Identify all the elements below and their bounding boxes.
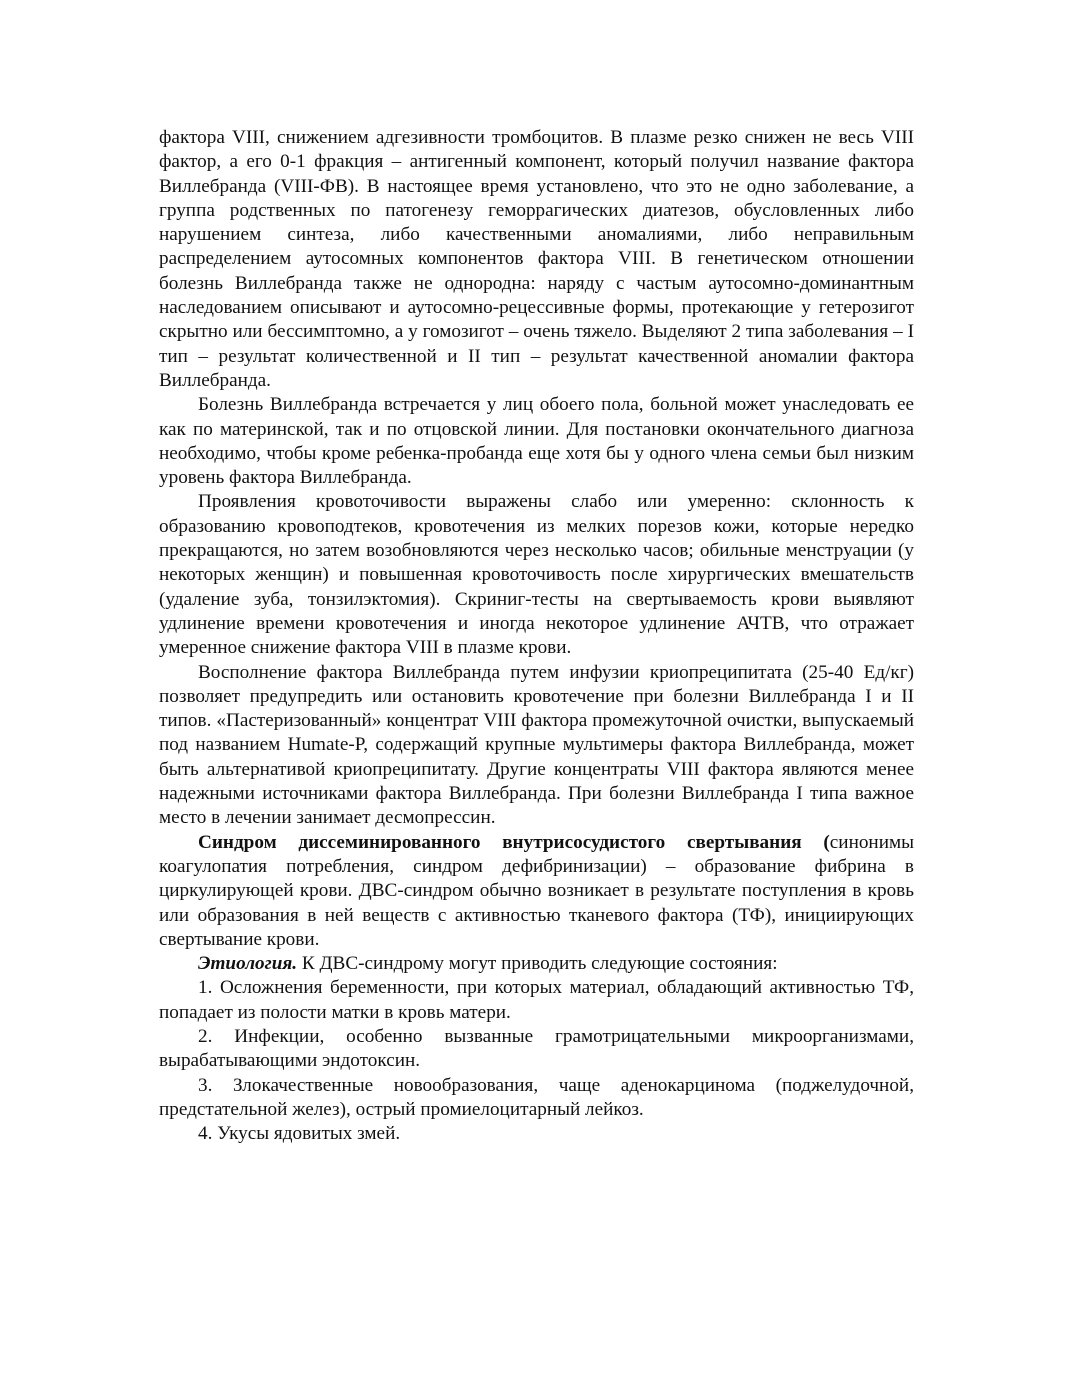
paragraph-dic-definition bbox=[159, 831, 914, 952]
list-item: 4. Укусы ядовитых змей. bbox=[198, 1123, 401, 1145]
paragraph-von-willebrand-intro: фактора VIII, снижением адгезивности тромбоцитов. В плазме резко снижен не весь VIII фактор, а его 0-1 фракция – антигенный компонент, который получил название фактора Виллебранда (VIII-ФВ). В настоящее время установлено, что это не одно заболевание, а группа родственных по патогенезу геморрагических диатезов, обусловленных либо нарушением синтеза, либо качественными аномалиями, либо неправильным распределением аутосомных компонентов фактора VIII. В генетическом отношении болезнь Виллебранда также не однородна: наряду с частым аутосомно-доминантным наследованием описывают и аутосомно-рецессивные формы, протекающие у гетерозигот скрытно или бессимптомно, а у гомозигот – очень тяжело. Выделяют 2 типа заболевания – I тип – результат количественной и II тип – результат качественной аномалии фактора Виллебранда. bbox=[159, 127, 914, 391]
list-item: 1. Осложнения беременности, при которых материал, обладающий активностью ТФ, попадает из полости матки в кровь матери. bbox=[159, 977, 914, 1023]
dic-heading: Синдром диссеминированного внутрисосудистого свертывания ( bbox=[198, 831, 830, 853]
list-item: 2. Инфекции, особенно вызванные грамотрицательными микроорганизмами, вырабатывающими эндотоксин. bbox=[159, 1025, 914, 1072]
dic-definition-text: синонимы коагулопатия потребления, синдром дефибринизации) – образование фибрина в циркулирующей крови. ДВС-синдром обычно возникает в результате поступления в кровь или образования в ней веществ с активностью тканевого фактора (ТФ), инициирующих свертывание крови. bbox=[159, 831, 914, 950]
list-item: 3. Злокачественные новообразования, чаще аденокарцинома (поджелудочной, предстательной желез), острый промиелоцитарный лейкоз. bbox=[159, 1074, 914, 1120]
paragraph-bleeding-symptoms: Проявления кровоточивости выражены слабо или умеренно: склонность к образованию кровоподтеков, кровотечения из мелких порезов кожи, которые нередко прекращаются, но затем возобновляются через несколько часов; обильные менструации (у некоторых женщин) и повышенная кровоточивость после хирургических вмешательств (удаление зуба, тонзилэктомия). Скриниг-тесты на свертываемость крови выявляют удлинение времени кровотечения и иногда некоторое удлинение АЧТВ, что отражает умеренное снижение фактора VIII в плазме крови. bbox=[159, 491, 914, 659]
etiology-text: К ДВС-синдрому могут приводить следующие состояния: bbox=[297, 953, 778, 975]
etiology-heading: Этиология. bbox=[198, 953, 298, 975]
paragraph-etiology bbox=[159, 952, 914, 976]
paragraph-inheritance: Болезнь Виллебранда встречается у лиц обоего пола, больной может унаследовать ее как по материнской, так и по отцовской линии. Для постановки окончательного диагноза необходимо, чтобы кроме ребенка-пробанда еще хотя бы у одного члена семьи был низким уровень фактора Виллебранда. bbox=[159, 394, 914, 489]
document-page bbox=[159, 126, 914, 1146]
paragraph-treatment: Восполнение фактора Виллебранда путем инфузии криопреципитата (25-40 Ед/кг) позволяет предупредить или остановить кровотечение при болезни Виллебранда I и II типов. «Пастеризованный» концентрат VIII фактора промежуточной очистки, выпускаемый под названием Humate-P, содержащий крупные мультимеры фактора Виллебранда, может быть альтернативой криопреципитату. Другие концентраты VIII фактора являются менее надежными источниками фактора Виллебранда. При болезни Виллебранда I типа важное место в лечении занимает десмопрессин. bbox=[159, 661, 914, 829]
